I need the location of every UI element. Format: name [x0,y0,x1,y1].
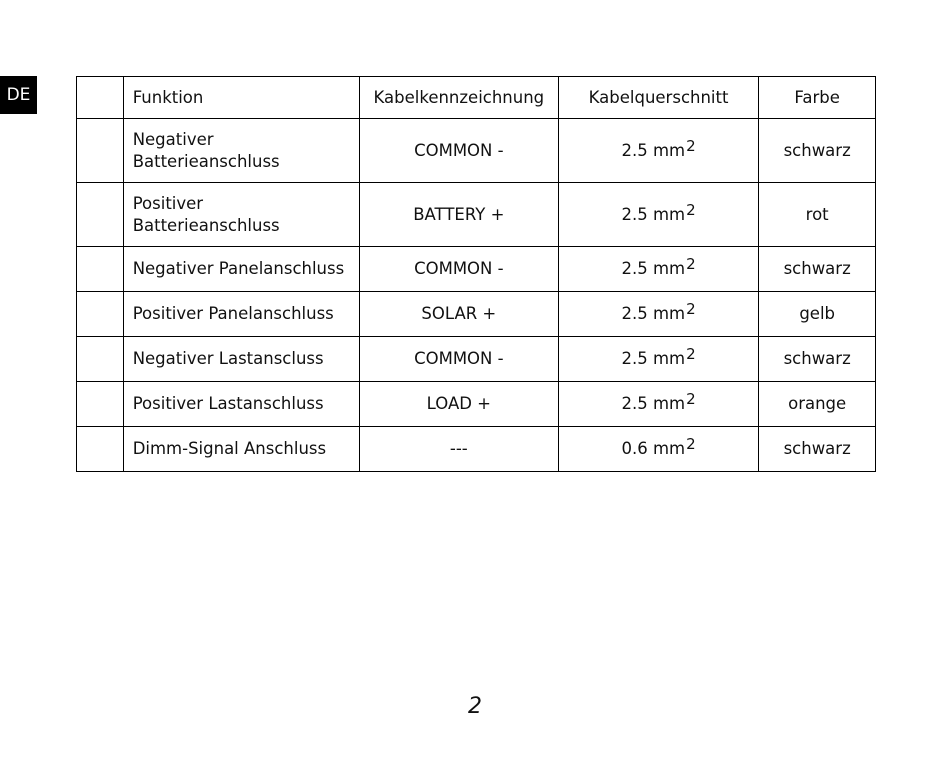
cross-section-cell [558,382,759,427]
function-cell: Positiver Lastanschluss [123,382,359,427]
function-cell: Dimm-Signal Anschluss [123,427,359,472]
marking-cell: BATTERY + [359,183,558,247]
unit-exponent: 2 [686,200,696,219]
row-blank-cell [77,382,124,427]
function-cell: Negativer Batterieanschluss [123,119,359,183]
row-blank-cell [77,183,124,247]
row-blank-cell [77,337,124,382]
cross-section-value: 2.5 mm [621,259,686,278]
cross-section-value: 2.5 mm [621,304,686,323]
table-header-row [77,77,876,119]
table-row [77,382,876,427]
table-row [77,247,876,292]
header-color: Farbe [759,77,876,119]
color-cell: schwarz [759,337,876,382]
header-function: Funktion [123,77,359,119]
color-cell: rot [759,183,876,247]
table-row [77,292,876,337]
cross-section-value: 2.5 mm [621,394,686,413]
table-row [77,427,876,472]
header-blank-cell [77,77,124,119]
color-cell: schwarz [759,119,876,183]
cross-section-value: 0.6 mm [621,439,686,458]
unit-exponent: 2 [686,136,696,155]
unit-exponent: 2 [686,390,696,408]
language-tab: DE [0,76,37,114]
cross-section-cell [558,183,759,247]
row-blank-cell [77,292,124,337]
function-cell: Positiver Panelanschluss [123,292,359,337]
cross-section-cell [558,247,759,292]
marking-cell: COMMON - [359,247,558,292]
function-cell: Negativer Panelanschluss [123,247,359,292]
function-cell: Negativer Lastanscluss [123,337,359,382]
cross-section-cell [558,292,759,337]
unit-exponent: 2 [686,345,696,363]
cross-section-cell [558,427,759,472]
cross-section-value: 2.5 mm [621,140,686,160]
marking-cell: --- [359,427,558,472]
cross-section-cell [558,119,759,183]
unit-exponent: 2 [686,255,696,273]
color-cell: orange [759,382,876,427]
marking-cell: COMMON - [359,119,558,183]
row-blank-cell [77,427,124,472]
color-cell: gelb [759,292,876,337]
header-cross-section: Kabelquerschnitt [558,77,759,119]
wiring-table [76,76,876,472]
unit-exponent: 2 [686,300,696,318]
table-row [77,337,876,382]
color-cell: schwarz [759,427,876,472]
table-row [77,119,876,183]
page-number: 2 [468,694,482,719]
header-cable-marking: Kabelkennzeichnung [359,77,558,119]
row-blank-cell [77,119,124,183]
cross-section-cell [558,337,759,382]
marking-cell: LOAD + [359,382,558,427]
table-row [77,183,876,247]
row-blank-cell [77,247,124,292]
cross-section-value: 2.5 mm [621,349,686,368]
marking-cell: SOLAR + [359,292,558,337]
cross-section-value: 2.5 mm [621,204,686,224]
unit-exponent: 2 [686,435,696,453]
function-cell: Positiver Batterieanschluss [123,183,359,247]
color-cell: schwarz [759,247,876,292]
marking-cell: COMMON - [359,337,558,382]
